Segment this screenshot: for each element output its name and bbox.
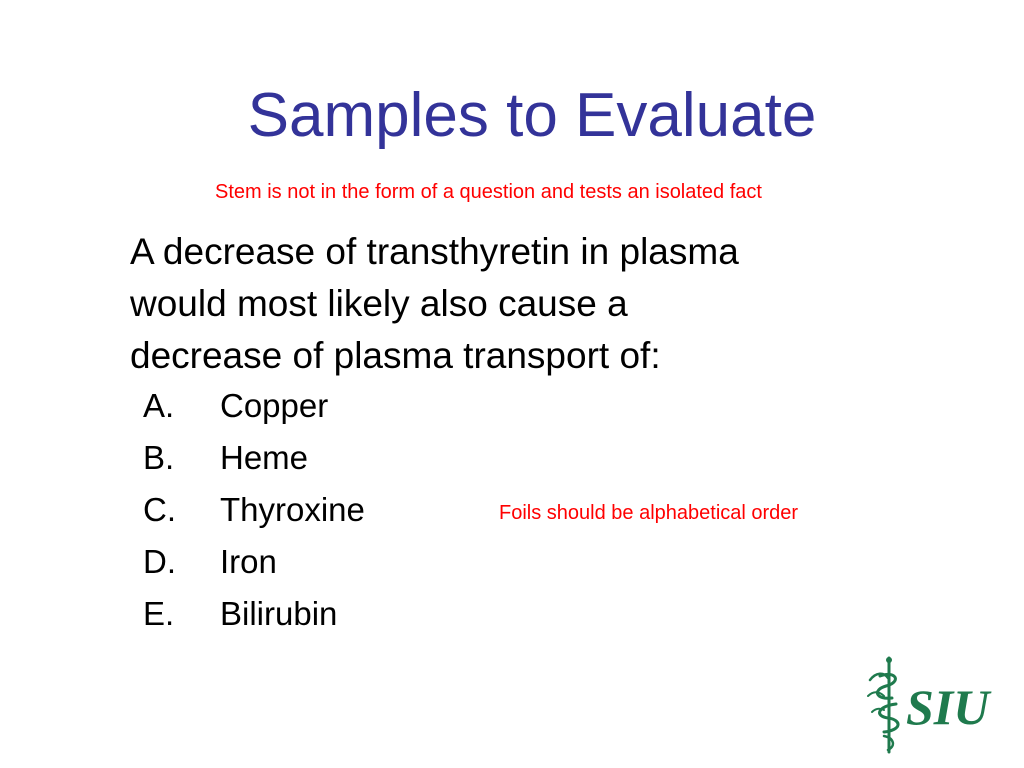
stem-line: A decrease of transthyretin in plasma [130,231,739,272]
foils-annotation: Foils should be alphabetical order [499,502,799,524]
option-item [143,432,365,484]
option-letter: A. [143,387,175,424]
question-stem [130,226,910,382]
logo-text: SIU [906,679,990,735]
option-letter: D. [143,543,176,580]
option-item [143,380,365,432]
caduceus-icon [868,657,898,752]
option-text: Thyroxine [220,491,365,528]
stem-annotation: Stem is not in the form of a question and tests an isolated fact [215,181,762,203]
option-item [143,484,365,536]
option-letter: B. [143,439,175,476]
option-item [143,536,365,588]
option-text: Copper [220,387,329,424]
siu-logo [862,652,1008,756]
option-letter: C. [143,491,176,528]
option-item [143,588,365,640]
answer-options [143,380,365,640]
slide-title: Samples to Evaluate [247,81,817,150]
stem-line: would most likely also cause a [130,283,628,324]
option-letter: E. [143,595,175,632]
stem-line: decrease of plasma transport of: [130,335,661,376]
option-text: Bilirubin [220,595,338,632]
option-text: Heme [220,439,309,476]
option-text: Iron [220,543,277,580]
